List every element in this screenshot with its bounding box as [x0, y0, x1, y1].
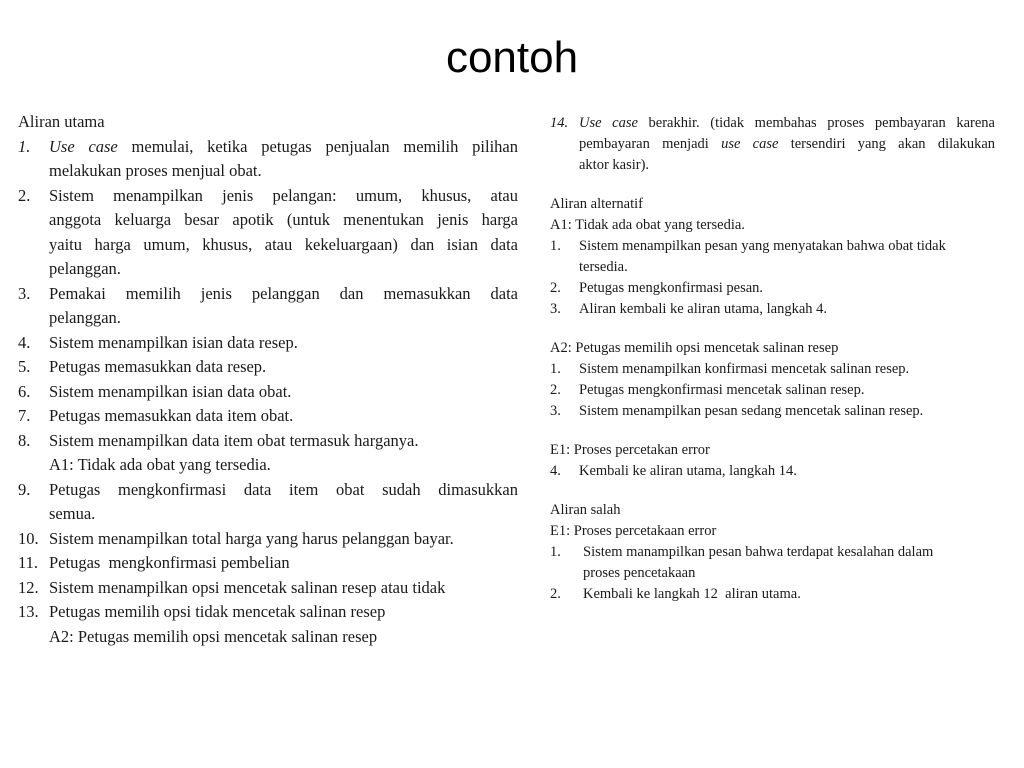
step-text: Kembali ke aliran utama, langkah 14.	[579, 463, 797, 479]
alt-a1-heading: A1: Tidak ada obat yang tersedia.	[550, 217, 745, 233]
error-e1-step-1	[550, 542, 995, 563]
main-step-2-cont: pelanggan.	[49, 259, 121, 278]
alt-a1-step-3	[550, 299, 995, 320]
main-step-1	[18, 135, 518, 160]
alt-a2-step-2	[550, 380, 995, 401]
step-number: 11.	[18, 553, 39, 572]
main-step-6	[18, 380, 518, 405]
alt-a2-step-3	[550, 401, 995, 422]
main-step-9	[18, 478, 518, 503]
step-text: Petugas memasukkan data resep.	[49, 357, 267, 376]
alt-a1-step-2	[550, 278, 995, 299]
step-number: 7.	[18, 406, 31, 425]
alt-e1-step-4	[550, 461, 995, 482]
main-step-4	[18, 331, 518, 356]
step-text: Sistem menampilkan pesan yang menyatakan bahwa obat tidak	[579, 238, 946, 254]
main-step-2	[18, 184, 518, 209]
step-text: Sistem menampilkan isian data resep.	[49, 332, 298, 352]
step-text-part: memulai, ketika petugas penjualan memilih pilihan	[117, 136, 518, 156]
step-number: 1.	[550, 238, 561, 254]
main-step-2-cont: anggota keluarga besar apotik (untuk menentukan jenis harga	[49, 210, 518, 229]
step-text: Sistem menampilkan jenis pelangan: umum, khusus, atau	[49, 185, 518, 205]
error-e1-heading: E1: Proses percetakaan error	[550, 523, 717, 539]
step-text-part: pembayaran menjadi	[579, 136, 722, 152]
main-step-14-cont: aktor kasir).	[579, 157, 650, 173]
step-number: 9.	[18, 479, 31, 499]
step-text-part: berakhir. (tidak membahas proses pembayaran karena	[637, 115, 995, 131]
alt-a2-step-1	[550, 359, 995, 380]
main-step-8	[18, 429, 518, 454]
alt-a1-step-1	[550, 236, 995, 257]
alt-e1-heading: E1: Proses percetakan error	[550, 442, 710, 458]
slide-title: contoh	[445, 33, 579, 82]
main-step-1-cont: melakukan proses menjual obat.	[49, 161, 262, 180]
step-number: 4.	[550, 463, 561, 479]
step-number: 4.	[18, 332, 31, 352]
error-e1-step-2	[550, 584, 995, 605]
step-text: Sistem menampilkan konfirmasi mencetak salinan resep.	[579, 361, 910, 377]
step-number: 3.	[18, 283, 31, 303]
alt-a1-step-1-cont: tersedia.	[579, 259, 628, 275]
step-number: 13.	[18, 602, 39, 621]
main-step-13	[18, 600, 518, 625]
main-step-7	[18, 404, 518, 429]
step-number: 2.	[550, 382, 561, 398]
use-case-term: Use case	[579, 115, 638, 131]
main-step-14-cont	[550, 134, 995, 155]
step-number: 3.	[550, 403, 561, 419]
alt-a2-heading: A2: Petugas memilih opsi mencetak salinan resep	[550, 340, 839, 356]
step-text: Sistem menampilkan data item obat termasuk harganya.	[49, 430, 419, 450]
step-number: 2.	[550, 280, 561, 296]
main-step-2-cont: yaitu harga umum, khusus, atau kekeluargaan) dan isian data	[49, 234, 518, 254]
main-flow-column	[18, 110, 518, 649]
main-step-12	[18, 576, 518, 601]
step-number: 1.	[550, 361, 561, 377]
step-text: Petugas mengkonfirmasi pembelian	[49, 553, 290, 572]
step-text: Pemakai memilih jenis pelanggan dan memasukkan data	[49, 283, 518, 303]
main-flow-heading: Aliran utama	[18, 112, 105, 131]
main-step-9-cont: semua.	[49, 504, 96, 523]
step-text: Petugas memasukkan data item obat.	[49, 406, 294, 425]
main-step-10	[18, 527, 518, 552]
main-step-3-cont: pelanggan.	[49, 308, 121, 327]
step-text	[550, 113, 995, 134]
step-text: Kembali ke langkah 12 aliran utama.	[583, 586, 801, 602]
step-text: Sistem manampilkan pesan bahwa terdapat kesalahan dalam	[583, 544, 934, 560]
step-number: 14.	[550, 115, 569, 131]
main-step-5	[18, 355, 518, 380]
step-text: Aliran kembali ke aliran utama, langkah 4.	[579, 301, 828, 317]
alternative-flow-column	[550, 113, 995, 605]
main-step-13-alt-ref: A2: Petugas memilih opsi mencetak salinan resep	[49, 626, 378, 646]
step-number: 8.	[18, 430, 31, 450]
main-step-14	[550, 113, 995, 134]
main-step-11	[18, 551, 518, 576]
step-text-part: tersendiri yang akan dilakukan	[778, 136, 996, 152]
step-text: Sistem menampilkan isian data obat.	[49, 381, 292, 401]
main-step-3	[18, 282, 518, 307]
step-text: Petugas memilih opsi tidak mencetak salinan resep	[49, 602, 386, 621]
step-text: Petugas mengkonfirmasi data item obat sudah dimasukkan	[49, 479, 518, 499]
step-text	[18, 135, 518, 160]
error-e1-step-1-cont: proses pencetakaan	[583, 565, 696, 581]
step-number: 10.	[18, 528, 39, 548]
step-number: 5.	[18, 357, 31, 376]
use-case-term: Use case	[49, 136, 118, 156]
step-number: 12.	[18, 577, 39, 597]
step-text: Sistem menampilkan pesan sedang mencetak salinan resep.	[579, 403, 924, 419]
step-number: 2.	[550, 586, 561, 602]
step-number: 2.	[18, 185, 31, 205]
main-step-8-alt-ref: A1: Tidak ada obat yang tersedia.	[49, 455, 271, 474]
step-text: Petugas mengkonfirmasi pesan.	[579, 280, 764, 296]
step-number: 6.	[18, 381, 31, 401]
error-flow-heading: Aliran salah	[550, 502, 621, 518]
step-text: Petugas mengkonfirmasi mencetak salinan resep.	[579, 382, 865, 398]
use-case-term: use case	[721, 136, 779, 152]
alt-flow-heading: Aliran alternatif	[550, 196, 643, 212]
step-text: Sistem menampilkan opsi mencetak salinan resep atau tidak	[49, 577, 446, 597]
step-number: 1.	[18, 136, 31, 156]
step-number: 1.	[550, 544, 561, 560]
step-number: 3.	[550, 301, 561, 317]
step-text: Sistem menampilkan total harga yang harus pelanggan bayar.	[49, 528, 454, 548]
